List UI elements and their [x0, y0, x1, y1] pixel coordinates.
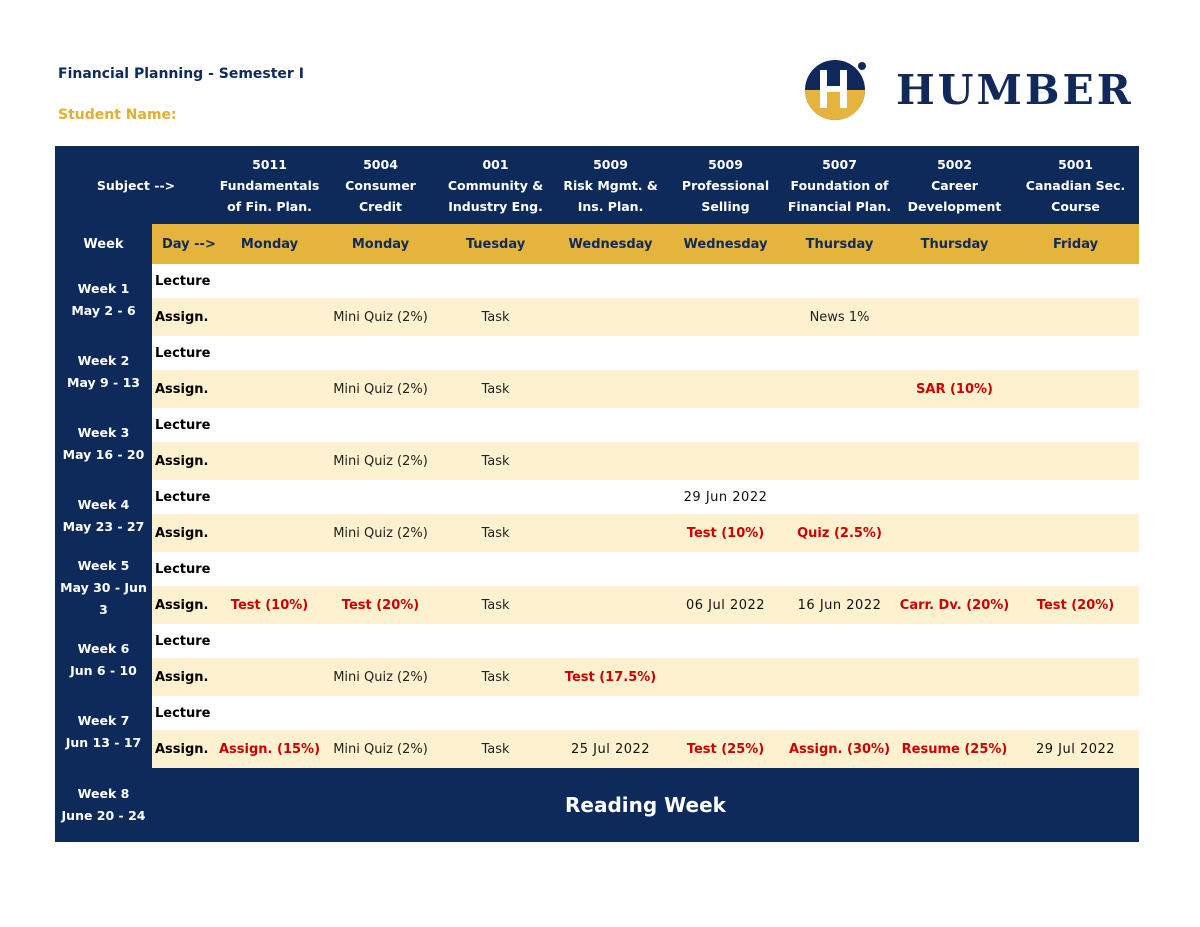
schedule-cell — [1012, 480, 1139, 514]
schedule-cell: SAR (10%) — [897, 370, 1012, 408]
schedule-cell: News 1% — [782, 298, 897, 336]
course-day: Wednesday — [552, 224, 669, 264]
assignment-row — [55, 370, 1139, 408]
course-code: 5011 — [252, 156, 287, 172]
schedule-cell — [1012, 336, 1139, 370]
schedule-cell — [217, 514, 322, 552]
course-day: Thursday — [897, 224, 1012, 264]
schedule-cell — [552, 442, 669, 480]
week-label: Week 3 — [77, 425, 130, 440]
schedule-cell — [552, 552, 669, 586]
schedule-cell — [322, 480, 439, 514]
course-name-line2: Development — [907, 198, 1002, 214]
lecture-label: Lecture — [152, 264, 217, 298]
week-dates: May 16 - 20 — [62, 447, 145, 462]
schedule-cell: Resume (25%) — [897, 730, 1012, 768]
reading-week-text: Reading Week — [565, 793, 726, 817]
week-dates: Jun 6 - 10 — [70, 663, 137, 678]
schedule-cell — [1012, 514, 1139, 552]
course-header — [552, 146, 669, 224]
week-dates: June 20 - 24 — [61, 808, 146, 823]
course-name-line2: Course — [1051, 198, 1100, 214]
schedule-cell — [439, 336, 552, 370]
course-day: Monday — [322, 224, 439, 264]
schedule-cell — [552, 514, 669, 552]
course-name-line1: Professional — [681, 177, 770, 193]
lecture-row — [55, 408, 1139, 442]
week-dates: May 2 - 6 — [71, 303, 136, 318]
schedule-cell — [322, 336, 439, 370]
course-name-line1: Fundamentals — [219, 177, 320, 193]
schedule-cell — [439, 408, 552, 442]
humber-wordmark: HUMBER — [896, 66, 1134, 114]
schedule-cell: Carr. Dv. (20%) — [897, 586, 1012, 624]
lecture-label: Lecture — [152, 552, 217, 586]
schedule-cell: Test (20%) — [1012, 586, 1139, 624]
schedule-cell — [217, 264, 322, 298]
week-label: Week 4 — [77, 497, 130, 512]
schedule-cell — [897, 298, 1012, 336]
week-dates: May 23 - 27 — [62, 519, 145, 534]
week-label-cell — [55, 336, 152, 408]
assignment-row — [55, 658, 1139, 696]
schedule-cell — [897, 480, 1012, 514]
schedule-cell: Mini Quiz (2%) — [322, 442, 439, 480]
subject-header: Subject --> — [55, 146, 217, 224]
schedule-cell — [897, 696, 1012, 730]
schedule-cell — [897, 336, 1012, 370]
course-header — [897, 146, 1012, 224]
schedule-cell — [322, 624, 439, 658]
schedule-cell — [1012, 552, 1139, 586]
day-header: Day --> — [152, 224, 217, 264]
lecture-row — [55, 624, 1139, 658]
student-name-label: Student Name: — [58, 107, 177, 123]
schedule-cell — [669, 370, 782, 408]
schedule-cell — [552, 264, 669, 298]
schedule-cell: Quiz (2.5%) — [782, 514, 897, 552]
assignment-row — [55, 514, 1139, 552]
schedule-cell — [439, 552, 552, 586]
schedule-cell — [1012, 298, 1139, 336]
schedule-cell — [782, 408, 897, 442]
course-name-line1: Canadian Sec. — [1025, 177, 1126, 193]
course-day: Monday — [217, 224, 322, 264]
course-day: Wednesday — [669, 224, 782, 264]
schedule-cell: Test (17.5%) — [552, 658, 669, 696]
schedule-cell — [897, 264, 1012, 298]
course-name-line2: Credit — [359, 198, 403, 214]
schedule-cell: Mini Quiz (2%) — [322, 298, 439, 336]
lecture-row — [55, 336, 1139, 370]
week-dates: May 30 - Jun 3 — [60, 580, 147, 617]
course-name-line2: Ins. Plan. — [577, 198, 644, 214]
week-label: Week 2 — [77, 353, 130, 368]
course-code: 001 — [482, 156, 509, 172]
schedule-cell: Assign. (30%) — [782, 730, 897, 768]
schedule-cell — [1012, 408, 1139, 442]
assign-label: Assign. — [152, 370, 217, 408]
schedule-cell: Test (10%) — [217, 586, 322, 624]
day-header-row — [55, 224, 1139, 264]
schedule-cell — [782, 480, 897, 514]
schedule-cell: Task — [439, 586, 552, 624]
schedule-cell — [669, 552, 782, 586]
assign-label: Assign. — [152, 514, 217, 552]
reading-week-banner — [152, 768, 1139, 842]
course-name-line2: Financial Plan. — [787, 198, 892, 214]
course-header — [322, 146, 439, 224]
schedule-cell — [1012, 658, 1139, 696]
schedule-cell: 25 Jul 2022 — [552, 730, 669, 768]
schedule-cell: Test (25%) — [669, 730, 782, 768]
schedule-cell — [439, 624, 552, 658]
week-label: Week 6 — [77, 641, 130, 656]
schedule-cell — [217, 624, 322, 658]
schedule-cell: Task — [439, 730, 552, 768]
schedule-cell — [217, 370, 322, 408]
course-name-line2: of Fin. Plan. — [227, 198, 312, 214]
schedule-cell — [782, 370, 897, 408]
course-code: 5004 — [363, 156, 398, 172]
course-header-row — [55, 146, 1139, 224]
schedule-cell: Task — [439, 514, 552, 552]
week-label: Week 8 — [77, 786, 130, 801]
schedule-cell: Mini Quiz (2%) — [322, 514, 439, 552]
schedule-cell — [897, 514, 1012, 552]
course-header — [217, 146, 322, 224]
course-code: 5002 — [937, 156, 972, 172]
week-label-cell — [55, 696, 152, 768]
lecture-label: Lecture — [152, 696, 217, 730]
lecture-label: Lecture — [152, 336, 217, 370]
schedule-cell — [217, 552, 322, 586]
course-name-line1: Consumer — [345, 177, 416, 193]
week-header: Week — [55, 224, 152, 264]
schedule-cell — [782, 442, 897, 480]
schedule-cell — [217, 696, 322, 730]
week-label-cell — [55, 408, 152, 480]
schedule-cell: 29 Jul 2022 — [1012, 730, 1139, 768]
schedule-cell — [669, 696, 782, 730]
assign-label: Assign. — [152, 658, 217, 696]
schedule-cell: 16 Jun 2022 — [782, 586, 897, 624]
schedule-cell — [669, 264, 782, 298]
week-label-cell — [55, 624, 152, 696]
schedule-cell — [217, 336, 322, 370]
week-rows — [55, 264, 1139, 768]
course-header — [782, 146, 897, 224]
schedule-cell: Test (10%) — [669, 514, 782, 552]
schedule-cell — [322, 408, 439, 442]
schedule-cell — [439, 480, 552, 514]
course-day: Friday — [1012, 224, 1139, 264]
schedule-cell — [217, 658, 322, 696]
lecture-label: Lecture — [152, 480, 217, 514]
schedule-cell — [1012, 264, 1139, 298]
assign-label: Assign. — [152, 298, 217, 336]
schedule-cell — [1012, 624, 1139, 658]
assign-label: Assign. — [152, 586, 217, 624]
schedule-cell: Mini Quiz (2%) — [322, 370, 439, 408]
course-name-line2: Selling — [701, 198, 750, 214]
schedule-cell — [669, 442, 782, 480]
week-label: Week 7 — [77, 713, 130, 728]
assign-label: Assign. — [152, 730, 217, 768]
schedule-cell: 06 Jul 2022 — [669, 586, 782, 624]
course-header — [439, 146, 552, 224]
schedule-cell — [439, 264, 552, 298]
schedule-cell — [217, 442, 322, 480]
course-name-line1: Career — [931, 177, 978, 193]
course-header — [1012, 146, 1139, 224]
schedule-cell — [669, 624, 782, 658]
schedule-cell: Task — [439, 370, 552, 408]
schedule-cell — [897, 408, 1012, 442]
schedule-cell: Mini Quiz (2%) — [322, 730, 439, 768]
schedule-cell — [322, 264, 439, 298]
schedule-cell — [552, 408, 669, 442]
schedule-cell — [782, 696, 897, 730]
document-title: Financial Planning - Semester I — [58, 66, 304, 82]
schedule-cell — [439, 696, 552, 730]
course-code: 5009 — [593, 156, 628, 172]
schedule-cell — [1012, 696, 1139, 730]
assignment-row — [55, 442, 1139, 480]
schedule-cell — [1012, 370, 1139, 408]
schedule-cell — [669, 298, 782, 336]
schedule-cell: Task — [439, 298, 552, 336]
schedule-cell: Assign. (15%) — [217, 730, 322, 768]
week-label: Week 1 — [77, 281, 130, 296]
schedule-cell — [322, 696, 439, 730]
assignment-row — [55, 298, 1139, 336]
schedule-cell — [782, 624, 897, 658]
schedule-cell — [782, 264, 897, 298]
course-name-line2: Industry Eng. — [448, 198, 543, 214]
assignment-row — [55, 586, 1139, 624]
course-code: 5001 — [1058, 156, 1093, 172]
course-code: 5009 — [708, 156, 743, 172]
schedule-cell — [552, 480, 669, 514]
schedule-cell — [217, 480, 322, 514]
week-label-cell — [55, 552, 152, 624]
schedule-cell — [897, 552, 1012, 586]
lecture-label: Lecture — [152, 408, 217, 442]
assign-label: Assign. — [152, 442, 217, 480]
week-label-cell — [55, 768, 152, 842]
schedule-cell — [552, 370, 669, 408]
lecture-label: Lecture — [152, 624, 217, 658]
schedule-cell — [669, 336, 782, 370]
reading-week-row — [55, 768, 1139, 842]
week-dates: May 9 - 13 — [67, 375, 140, 390]
schedule-cell — [782, 336, 897, 370]
schedule-cell — [322, 552, 439, 586]
schedule-cell — [782, 658, 897, 696]
schedule-cell — [1012, 442, 1139, 480]
week-label-cell — [55, 264, 152, 336]
schedule-cell: Task — [439, 442, 552, 480]
course-day: Tuesday — [439, 224, 552, 264]
schedule-cell — [217, 408, 322, 442]
schedule-cell — [552, 696, 669, 730]
lecture-row — [55, 264, 1139, 298]
schedule-cell — [669, 408, 782, 442]
lecture-row — [55, 480, 1139, 514]
schedule-cell — [552, 298, 669, 336]
humber-logo-mark-icon — [802, 56, 868, 122]
schedule-cell — [217, 298, 322, 336]
schedule-table — [55, 146, 1139, 845]
schedule-cell: 29 Jun 2022 — [669, 480, 782, 514]
course-name-line1: Foundation of — [790, 177, 889, 193]
week-label-cell — [55, 480, 152, 552]
course-name-line1: Community & — [447, 177, 544, 193]
humber-logo — [802, 56, 1137, 122]
course-name-line1: Risk Mgmt. & — [563, 177, 658, 193]
lecture-row — [55, 552, 1139, 586]
schedule-cell: Task — [439, 658, 552, 696]
schedule-cell: Test (20%) — [322, 586, 439, 624]
course-header — [669, 146, 782, 224]
assignment-row — [55, 730, 1139, 768]
week-dates: Jun 13 - 17 — [65, 735, 142, 750]
schedule-cell — [897, 442, 1012, 480]
schedule-cell — [897, 624, 1012, 658]
schedule-cell — [782, 552, 897, 586]
schedule-cell — [897, 658, 1012, 696]
lecture-row — [55, 696, 1139, 730]
schedule-cell — [552, 336, 669, 370]
course-day: Thursday — [782, 224, 897, 264]
course-code: 5007 — [822, 156, 857, 172]
schedule-cell — [669, 658, 782, 696]
week-label: Week 5 — [77, 558, 130, 573]
schedule-cell: Mini Quiz (2%) — [322, 658, 439, 696]
schedule-cell — [552, 586, 669, 624]
schedule-cell — [552, 624, 669, 658]
